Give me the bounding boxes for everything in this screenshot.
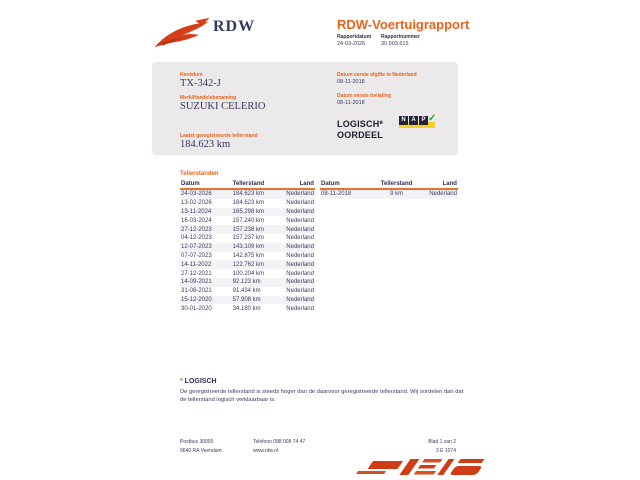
table-row	[180, 252, 315, 261]
toelating-label: Datum eerste toelating	[337, 93, 391, 99]
table-row	[180, 234, 315, 243]
table-cell: Nederland	[286, 270, 314, 277]
report-title: RDW-Voertuigrapport	[337, 17, 470, 32]
table-cell: 08-11-2018	[321, 191, 352, 198]
nap-letter-a: A	[409, 116, 418, 125]
table-row	[180, 304, 315, 313]
tellerstanden-table-right	[320, 181, 458, 199]
report-date-value: 24-03-2026	[337, 41, 366, 47]
table-cell: 24-03-2026	[181, 191, 212, 198]
table-cell: 27-12-2021	[181, 270, 212, 277]
nap-check-icon: ✓	[428, 113, 437, 124]
table-cell: Nederland	[286, 244, 314, 251]
table-cell: Nederland	[286, 226, 314, 233]
tellerstanden-table-left	[180, 181, 315, 313]
footer-address-line2: 9640 RA Veendam	[180, 448, 222, 454]
table-row	[180, 208, 315, 217]
table-cell: Nederland	[286, 296, 314, 303]
table-cell: 92.123 km	[232, 279, 261, 286]
footer-form-code: 3 E 1074	[435, 448, 456, 454]
table-cell: 16-03-2024	[181, 217, 212, 224]
table-cell: Nederland	[429, 191, 457, 198]
afgifte-label: Datum eerste afgifte in Nederland	[337, 72, 417, 78]
table-cell: 184.623 km	[232, 200, 264, 207]
column-header-datum: Datum	[321, 181, 340, 187]
table-cell: 100.204 km	[232, 270, 264, 277]
table-header-row	[320, 181, 458, 190]
table-cell: 04-12-2023	[181, 235, 212, 242]
table-cell: 184.623 km	[232, 191, 264, 198]
rdw-stripes-artwork-icon	[338, 454, 494, 480]
kenteken-label: Kenteken	[180, 72, 203, 78]
rdw-logo	[153, 14, 256, 54]
column-header-tellerstand: Tellerstand	[380, 181, 413, 187]
laatste-tellerstand-label: Laatst geregistreerde tellerstand	[180, 133, 258, 139]
oordeel-line1: LOGISCH*	[337, 119, 384, 129]
tellerstanden-heading: Tellerstanden	[180, 171, 219, 177]
table-cell: 30-01-2020	[181, 305, 212, 312]
table-cell: Nederland	[286, 288, 314, 295]
table-cell: Nederland	[286, 252, 314, 259]
column-header-datum: Datum	[181, 181, 200, 187]
table-cell: 157.237 km	[232, 235, 264, 242]
table-cell: 165.298 km	[232, 208, 264, 215]
table-cell: 14-11-2022	[181, 261, 212, 268]
table-cell: 31-08-2021	[181, 288, 212, 295]
table-row	[180, 287, 315, 296]
table-cell: Nederland	[286, 261, 314, 268]
nap-logo	[399, 115, 439, 131]
merk-value: SUZUKI CELERIO	[180, 101, 266, 112]
table-cell: Nederland	[286, 279, 314, 286]
table-cell: 15-12-2020	[181, 296, 212, 303]
table-cell: Nederland	[286, 208, 314, 215]
table-row	[180, 269, 315, 278]
rdw-logo-text: RDW	[213, 18, 256, 35]
footer-contact	[253, 438, 305, 456]
table-row	[180, 199, 315, 208]
nap-letter-p: P	[419, 116, 428, 125]
footer-page-number: Blad 1 van 2	[428, 439, 456, 445]
kenteken-value: TX-342-J	[180, 78, 221, 89]
footnote-text: De geregistreerde tellerstand is steeds hoger dan de daarvoor geregistreerde tellerstand. Wij oordelen dan dat de tellerstand logisch verklaarbaar is.	[180, 389, 464, 403]
footer-address	[180, 438, 222, 456]
table-row	[180, 243, 315, 252]
table-cell: 122.762 km	[232, 261, 264, 268]
merk-label: Merk/Handelsbenaming	[180, 95, 237, 101]
footer-address-line1: Postbus 30000	[180, 439, 214, 445]
table-cell: 13-11-2024	[181, 208, 212, 215]
footnote-title-text: LOGISCH	[184, 378, 217, 385]
table-cell: 142.875 km	[232, 252, 264, 259]
table-row	[180, 190, 315, 199]
table-cell: Nederland	[286, 191, 314, 198]
table-cell: Nederland	[286, 217, 314, 224]
table-cell: 9 km	[390, 191, 404, 198]
table-cell: Nederland	[286, 200, 314, 207]
column-header-tellerstand: Tellerstand	[232, 181, 265, 187]
table-cell: Nederland	[286, 235, 314, 242]
table-cell: 34.180 km	[232, 305, 261, 312]
oordeel-text	[337, 119, 383, 141]
toelating-value: 08-11-2018	[337, 100, 365, 106]
table-cell: 07-07-2023	[181, 252, 212, 259]
report-date-label: Rapportdatum	[337, 34, 372, 40]
table-row	[320, 190, 458, 199]
table-cell: 57.908 km	[232, 296, 261, 303]
table-cell: 27-12-2023	[181, 226, 212, 233]
report-number-label: Rapportnummer	[381, 34, 420, 40]
vehicle-summary-panel	[152, 62, 458, 155]
table-cell: 14-09-2021	[181, 279, 212, 286]
table-cell: 91.434 km	[232, 288, 261, 295]
afgifte-value: 08-11-2018	[337, 79, 365, 85]
table-row	[180, 225, 315, 234]
footnote-asterisk: *	[180, 378, 185, 385]
rdw-bird-icon	[153, 16, 211, 52]
column-header-land: Land	[442, 181, 457, 187]
table-row	[180, 260, 315, 269]
laatste-tellerstand-value: 184.623 km	[180, 139, 231, 150]
table-cell: 143.109 km	[232, 244, 264, 251]
nap-letter-n: N	[399, 116, 408, 125]
table-row	[180, 296, 315, 305]
footnote-title	[180, 378, 217, 385]
table-cell: Nederland	[286, 305, 314, 312]
table-header-row	[180, 181, 315, 190]
report-number-value: 30.903.615	[381, 41, 409, 47]
footer-phone: Telefoon 088 008 74 47	[253, 439, 306, 445]
table-cell: 13-02-2026	[181, 200, 212, 207]
column-header-land: Land	[299, 181, 314, 187]
table-cell: 157.240 km	[232, 217, 264, 224]
table-row	[180, 278, 315, 287]
table-cell: 12-07-2023	[181, 244, 212, 251]
table-row	[180, 216, 315, 225]
footer-website: www.rdw.nl	[253, 448, 279, 454]
oordeel-line2: OORDEEL	[337, 130, 383, 140]
table-cell: 157.238 km	[232, 226, 264, 233]
